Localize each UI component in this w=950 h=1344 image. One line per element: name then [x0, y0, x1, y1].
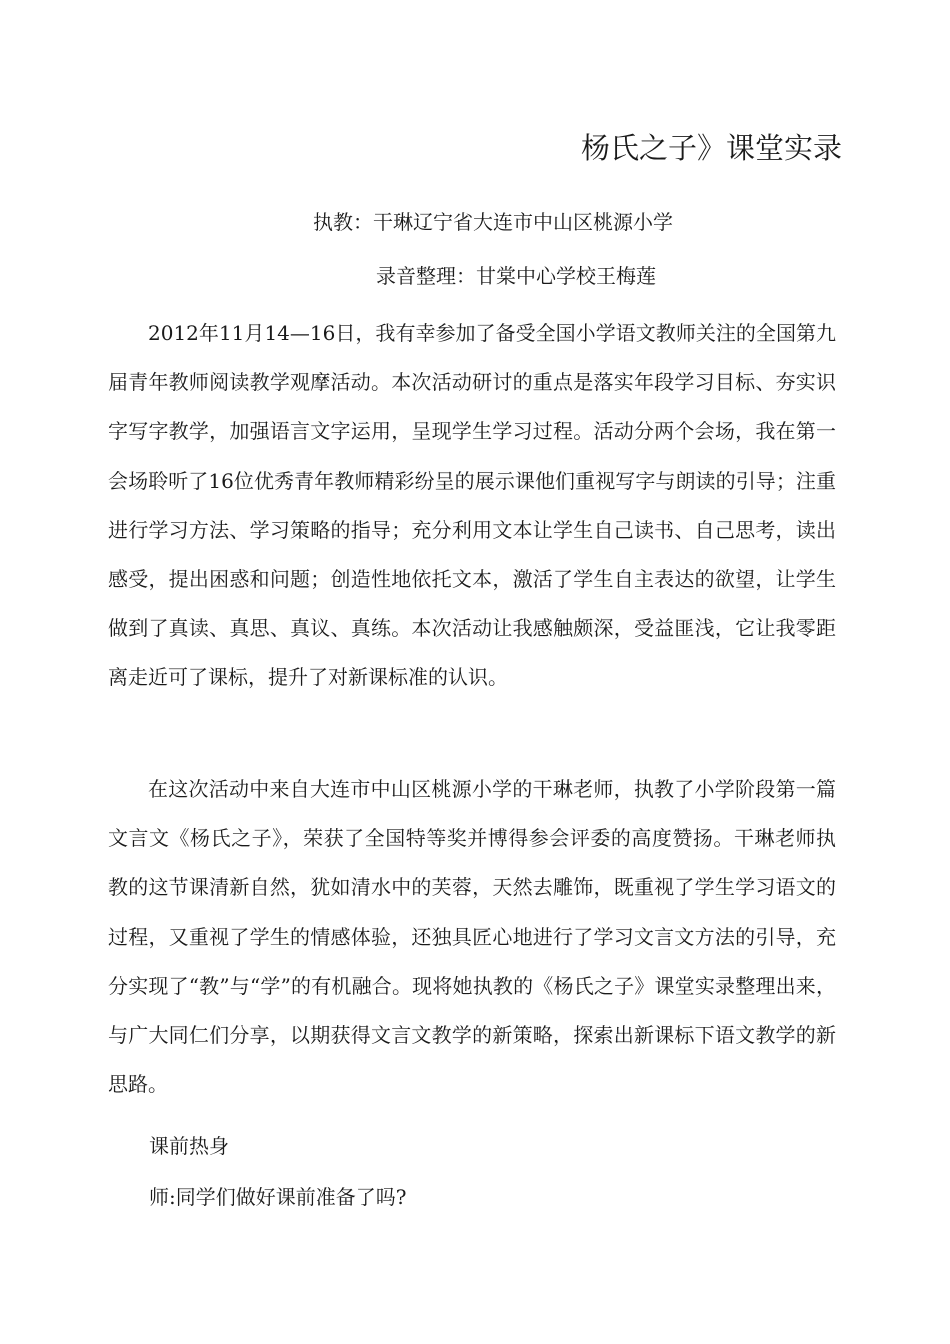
dialogue-line: 师:同学们做好课前准备了吗? [149, 1185, 407, 1209]
body-paragraph-2: 在这次活动中来自大连市中山区桃源小学的干琳老师，执教了小学阶段第一篇文言文《杨氏之子》，荣获了全国特等奖并博得参会评委的高度赞扬。干琳老师执教的这节课清新自然，犹如清水中的芙蓉，天然去雕饰，既重视了学生学习语文的过程，又重视了学生的情感体验，还独具匠心地进行了学习文言文方法的引导，充分实现了“教”与“学”的有机融合。现将她执教的《杨氏之子》课堂实录整理出来，与广大同仁们分享，以期获得文言文教学的新策略，探索出新课标下语文教学的新思路。 [108, 777, 836, 1097]
document-title: 杨氏之子》课堂实录 [580, 131, 842, 165]
teacher-line: 执教：干琳辽宁省大连市中山区桃源小学 [313, 210, 673, 234]
body-paragraph-1: 2012年11月14—16日，我有幸参加了备受全国小学语文教师关注的全国第九届青年教师阅读教学观摩活动。本次活动研讨的重点是落实年段学习目标、夯实识字写字教学，加强语言文字运用，呈现学生学习过程。活动分两个会场，我在第一会场聆听了16位优秀青年教师精彩纷呈的展示课他们重视写字与朗读的引导；注重进行学习方法、学习策略的指导；充分利用文本让学生自己读书、自己思考，读出感受，提出困惑和问题；创造性地依托文本，激活了学生自主表达的欲望，让学生做到了真读、真思、真议、真练。本次活动让我感触颇深，受益匪浅，它让我零距离走近可了课标，提升了对新课标准的认识。 [108, 321, 836, 690]
recorder-line: 录音整理：甘棠中心学校王梅莲 [376, 264, 656, 288]
section-heading: 课前热身 [149, 1134, 229, 1158]
